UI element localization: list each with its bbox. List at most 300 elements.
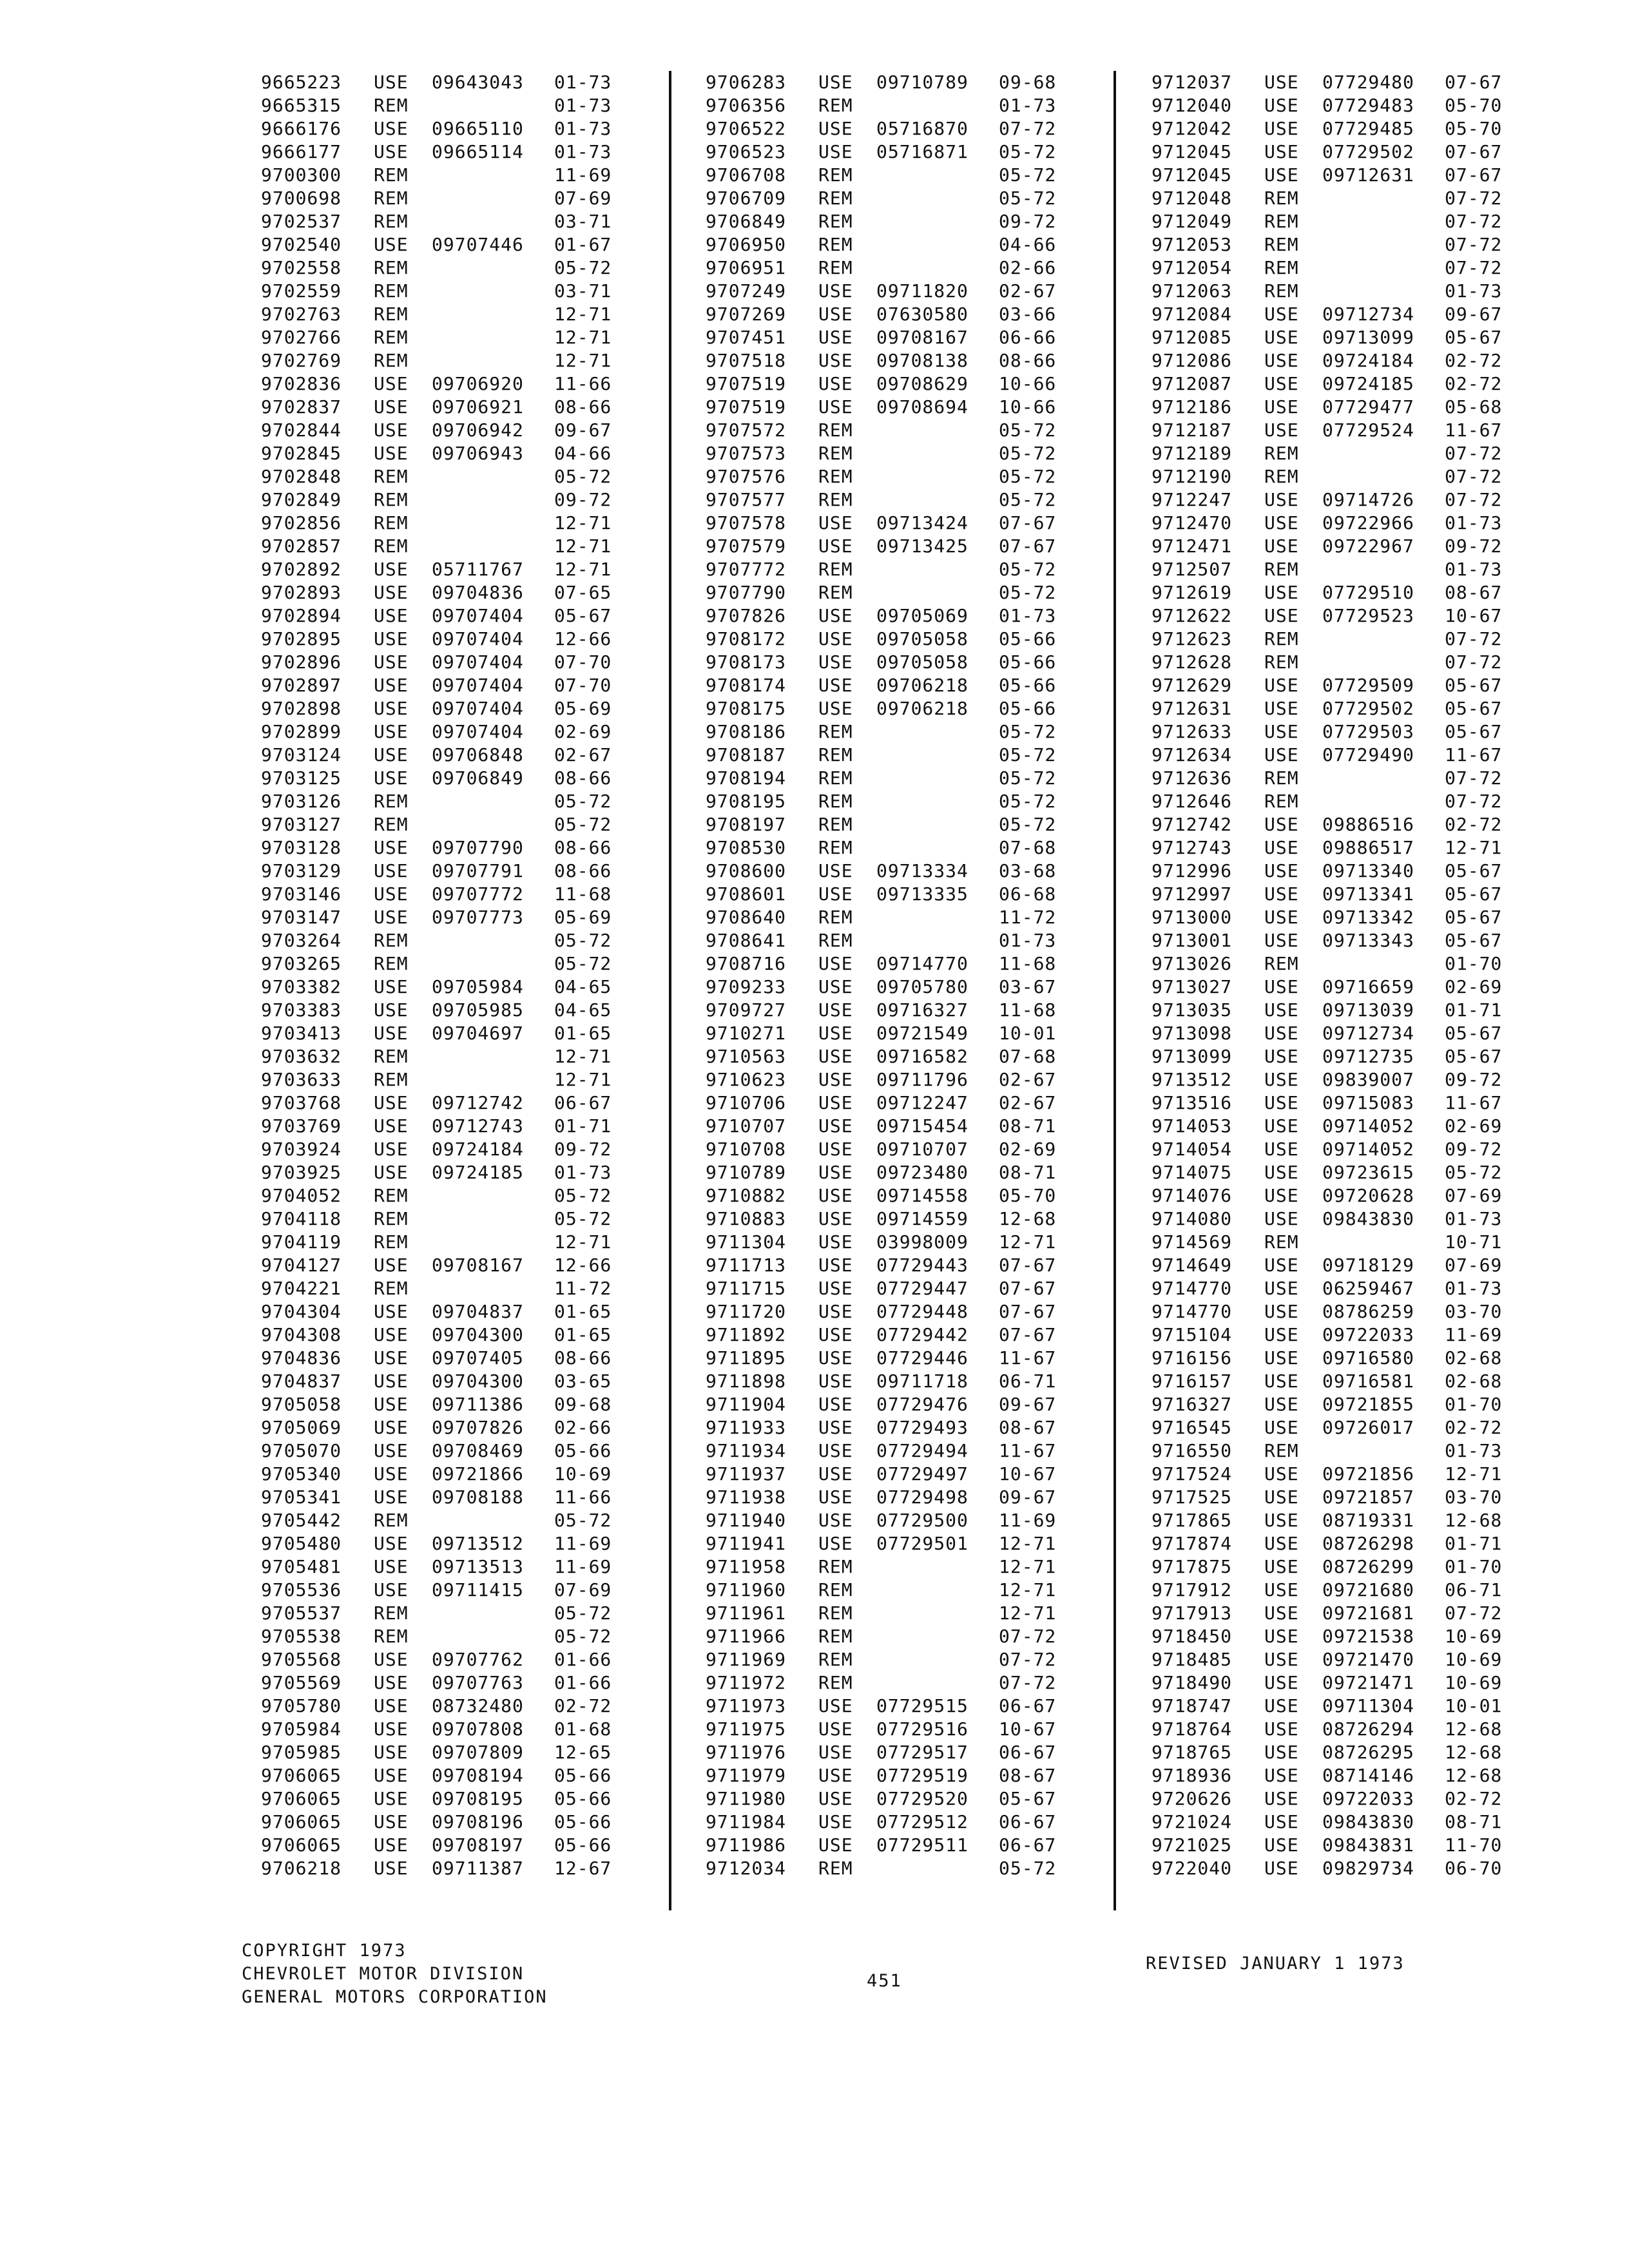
replacement-part-number: 07729502 [1322, 698, 1414, 719]
list-item [261, 720, 660, 744]
part-number: 9712049 [1152, 211, 1233, 232]
part-number: 9708640 [706, 907, 787, 928]
action-code: USE [1264, 675, 1299, 696]
replacement-part-number: 09707809 [432, 1742, 524, 1763]
replacement-part-number: 09721549 [876, 1023, 969, 1044]
effective-date: 08-67 [999, 1417, 1057, 1438]
effective-date: 02-72 [1445, 1788, 1503, 1809]
list-item [706, 1254, 1105, 1277]
part-number: 9712186 [1152, 396, 1233, 418]
replacement-part-number: 09643043 [432, 72, 524, 93]
replacement-part-number: 07729493 [876, 1417, 969, 1438]
action-code: USE [818, 1742, 853, 1763]
list-item [706, 1115, 1105, 1138]
replacement-part-number: 09705058 [876, 651, 969, 673]
action-code: USE [374, 1718, 409, 1740]
effective-date: 05-72 [999, 744, 1057, 765]
part-number: 9703265 [261, 953, 342, 974]
replacement-part-number: 05716871 [876, 141, 969, 162]
effective-date: 02-72 [1445, 1417, 1503, 1438]
effective-date: 08-66 [554, 396, 612, 418]
effective-date: 05-72 [999, 559, 1057, 580]
list-item [706, 906, 1105, 929]
part-number: 9714075 [1152, 1162, 1233, 1183]
effective-date: 09-72 [1445, 1139, 1503, 1160]
list-item [261, 442, 660, 465]
list-item [1152, 1486, 1551, 1509]
effective-date: 10-69 [554, 1463, 612, 1485]
replacement-part-number: 07729490 [1322, 744, 1414, 765]
part-number: 9716550 [1152, 1440, 1233, 1461]
list-item [261, 187, 660, 210]
part-number: 9711713 [706, 1254, 787, 1276]
action-code: USE [1264, 1834, 1299, 1856]
effective-date: 02-69 [1445, 1115, 1503, 1137]
list-item [261, 1138, 660, 1161]
action-code: USE [374, 1370, 409, 1392]
list-item [706, 94, 1105, 117]
list-item [1152, 1231, 1551, 1254]
effective-date: 06-66 [999, 327, 1057, 348]
effective-date: 01-65 [554, 1301, 612, 1322]
list-item [706, 1068, 1105, 1091]
replacement-part-number: 09714052 [1322, 1115, 1414, 1137]
list-item [706, 1695, 1105, 1718]
list-item [1152, 836, 1551, 860]
part-number: 9715104 [1152, 1324, 1233, 1345]
part-number: 9708173 [706, 651, 787, 673]
list-item [706, 164, 1105, 187]
replacement-part-number: 09707404 [432, 675, 524, 696]
part-number: 9703126 [261, 791, 342, 812]
action-code: USE [374, 907, 409, 928]
list-item [261, 999, 660, 1022]
replacement-part-number: 09714726 [1322, 489, 1414, 510]
replacement-part-number: 09711415 [432, 1579, 524, 1600]
part-number: 9711934 [706, 1440, 787, 1461]
part-number: 9711940 [706, 1510, 787, 1531]
part-number: 9704836 [261, 1347, 342, 1369]
list-item [706, 419, 1105, 442]
list-item [261, 1045, 660, 1068]
list-item [706, 1231, 1105, 1254]
action-code: USE [374, 234, 409, 255]
list-item [706, 1857, 1105, 1880]
replacement-part-number: 08719331 [1322, 1510, 1414, 1531]
effective-date: 05-67 [1445, 860, 1503, 881]
list-item [261, 1022, 660, 1045]
part-number: 9702540 [261, 234, 342, 255]
action-code: USE [374, 605, 409, 626]
part-number: 9716327 [1152, 1394, 1233, 1415]
list-item [1152, 604, 1551, 628]
effective-date: 10-01 [999, 1023, 1057, 1044]
replacement-part-number: 09707791 [432, 860, 524, 881]
replacement-part-number: 09722033 [1322, 1324, 1414, 1345]
part-number: 9702845 [261, 443, 342, 464]
part-number: 9718450 [1152, 1626, 1233, 1647]
action-code: REM [374, 1185, 409, 1206]
effective-date: 05-66 [999, 628, 1057, 649]
list-item [706, 813, 1105, 836]
effective-date: 05-72 [554, 791, 612, 812]
effective-date: 12-71 [999, 1602, 1057, 1624]
list-item [261, 628, 660, 651]
part-number: 9706950 [706, 234, 787, 255]
part-number: 9717874 [1152, 1533, 1233, 1554]
action-code: REM [818, 930, 853, 951]
effective-date: 11-68 [554, 883, 612, 905]
action-code: USE [1264, 1162, 1299, 1183]
list-item [261, 1741, 660, 1764]
effective-date: 10-67 [999, 1463, 1057, 1485]
effective-date: 02-69 [1445, 976, 1503, 997]
effective-date: 05-72 [554, 1208, 612, 1229]
part-number: 9665315 [261, 95, 342, 116]
list-item [261, 1300, 660, 1323]
effective-date: 01-73 [999, 605, 1057, 626]
replacement-part-number: 09886516 [1322, 814, 1414, 835]
part-number: 9718485 [1152, 1649, 1233, 1670]
action-code: USE [1264, 1765, 1299, 1786]
action-code: REM [1264, 953, 1299, 974]
part-number: 9713001 [1152, 930, 1233, 951]
action-code: USE [1264, 396, 1299, 418]
action-code: USE [374, 860, 409, 881]
replacement-part-number: 07729512 [876, 1811, 969, 1832]
replacement-part-number: 09711386 [432, 1394, 524, 1415]
effective-date: 07-69 [1445, 1185, 1503, 1206]
replacement-part-number: 09721470 [1322, 1649, 1414, 1670]
replacement-part-number: 07729497 [876, 1463, 969, 1485]
list-item [706, 1207, 1105, 1231]
action-code: REM [1264, 628, 1299, 649]
effective-date: 05-72 [999, 419, 1057, 441]
list-item [261, 326, 660, 349]
action-code: USE [818, 396, 853, 418]
list-item [706, 744, 1105, 767]
list-item [706, 1787, 1105, 1811]
part-number: 9712084 [1152, 303, 1233, 325]
replacement-part-number: 09708469 [432, 1440, 524, 1461]
action-code: REM [374, 1231, 409, 1253]
effective-date: 05-72 [554, 1510, 612, 1531]
action-code: USE [1264, 512, 1299, 533]
action-code: USE [374, 1811, 409, 1832]
list-item [261, 1857, 660, 1880]
action-code: REM [818, 1626, 853, 1647]
action-code: USE [1264, 489, 1299, 510]
list-item [261, 952, 660, 975]
effective-date: 05-70 [1445, 118, 1503, 139]
list-item [261, 604, 660, 628]
list-item [706, 1625, 1105, 1648]
part-number: 9707269 [706, 303, 787, 325]
part-number: 9705569 [261, 1672, 342, 1693]
part-number: 9705984 [261, 1718, 342, 1740]
part-number: 9711898 [706, 1370, 787, 1392]
part-number: 9702837 [261, 396, 342, 418]
action-code: REM [818, 187, 853, 209]
action-code: USE [374, 744, 409, 765]
list-item [261, 1207, 660, 1231]
effective-date: 12-65 [554, 1742, 612, 1763]
effective-date: 03-71 [554, 211, 612, 232]
effective-date: 03-68 [999, 860, 1057, 881]
effective-date: 05-67 [1445, 721, 1503, 742]
replacement-part-number: 09707404 [432, 698, 524, 719]
effective-date: 05-67 [1445, 327, 1503, 348]
list-item [706, 1648, 1105, 1671]
action-code: USE [1264, 1417, 1299, 1438]
list-item [1152, 1347, 1551, 1370]
part-number: 9712045 [1152, 141, 1233, 162]
effective-date: 03-66 [999, 303, 1057, 325]
action-code: REM [374, 350, 409, 371]
replacement-part-number: 09708195 [432, 1788, 524, 1809]
replacement-part-number: 09665114 [432, 141, 524, 162]
action-code: REM [818, 164, 853, 186]
effective-date: 05-69 [554, 698, 612, 719]
part-number: 9706065 [261, 1811, 342, 1832]
part-number: 9712743 [1152, 837, 1233, 858]
part-number: 9706356 [706, 95, 787, 116]
list-item [261, 1486, 660, 1509]
effective-date: 02-68 [1445, 1347, 1503, 1369]
effective-date: 10-67 [999, 1718, 1057, 1740]
part-number: 9718490 [1152, 1672, 1233, 1693]
list-item [706, 1184, 1105, 1207]
part-number: 9704221 [261, 1278, 342, 1299]
replacement-part-number: 08726294 [1322, 1718, 1414, 1740]
action-code: REM [374, 930, 409, 951]
action-code: REM [374, 95, 409, 116]
effective-date: 01-66 [554, 1672, 612, 1693]
replacement-part-number: 09704300 [432, 1370, 524, 1392]
part-number: 9707572 [706, 419, 787, 441]
list-item [706, 1764, 1105, 1787]
list-item [261, 860, 660, 883]
effective-date: 01-71 [554, 1115, 612, 1137]
list-item [706, 1463, 1105, 1486]
effective-date: 07-70 [554, 675, 612, 696]
action-code: REM [374, 814, 409, 835]
replacement-part-number: 09713425 [876, 535, 969, 557]
effective-date: 12-68 [1445, 1765, 1503, 1786]
list-item [261, 512, 660, 535]
effective-date: 02-67 [999, 280, 1057, 302]
effective-date: 10-69 [1445, 1672, 1503, 1693]
part-number: 9702559 [261, 280, 342, 302]
effective-date: 01-73 [554, 95, 612, 116]
replacement-part-number: 09721857 [1322, 1486, 1414, 1508]
replacement-part-number: 09707762 [432, 1649, 524, 1670]
action-code: USE [374, 976, 409, 997]
list-item [1152, 396, 1551, 419]
action-code: USE [374, 628, 409, 649]
list-item [706, 488, 1105, 512]
action-code: USE [374, 141, 409, 162]
effective-date: 12-71 [554, 1069, 612, 1090]
replacement-part-number: 07729516 [876, 1718, 969, 1740]
effective-date: 12-71 [554, 303, 612, 325]
part-number: 9712507 [1152, 559, 1233, 580]
list-item [1152, 1323, 1551, 1347]
replacement-part-number: 09721866 [432, 1463, 524, 1485]
action-code: USE [1264, 744, 1299, 765]
list-item [261, 140, 660, 164]
list-item [1152, 883, 1551, 906]
effective-date: 11-67 [999, 1347, 1057, 1369]
part-number: 9713000 [1152, 907, 1233, 928]
part-number: 9702844 [261, 419, 342, 441]
replacement-part-number: 09707772 [432, 883, 524, 905]
list-item [1152, 210, 1551, 233]
action-code: USE [1264, 1463, 1299, 1485]
replacement-part-number: 09713513 [432, 1556, 524, 1577]
replacement-part-number: 09716327 [876, 999, 969, 1021]
part-number: 9708194 [706, 767, 787, 789]
replacement-part-number: 09710707 [876, 1139, 969, 1160]
action-code: USE [1264, 327, 1299, 348]
list-item [706, 604, 1105, 628]
list-item [1152, 952, 1551, 975]
action-code: REM [374, 303, 409, 325]
list-item [261, 1695, 660, 1718]
list-item [1152, 1555, 1551, 1579]
replacement-part-number: 08786259 [1322, 1301, 1414, 1322]
effective-date: 02-66 [999, 257, 1057, 278]
replacement-part-number: 09705985 [432, 999, 524, 1021]
action-code: USE [1264, 1602, 1299, 1624]
part-number: 9712996 [1152, 860, 1233, 881]
list-item [261, 117, 660, 140]
effective-date: 06-71 [1445, 1579, 1503, 1600]
part-number: 9705481 [261, 1556, 342, 1577]
list-item [1152, 1184, 1551, 1207]
replacement-part-number: 09722033 [1322, 1788, 1414, 1809]
action-code: USE [818, 1440, 853, 1461]
list-item [706, 975, 1105, 999]
part-number: 9703125 [261, 767, 342, 789]
part-number: 9721025 [1152, 1834, 1233, 1856]
effective-date: 05-67 [1445, 907, 1503, 928]
part-number: 9704127 [261, 1254, 342, 1276]
replacement-part-number: 07729477 [1322, 396, 1414, 418]
replacement-part-number: 09706921 [432, 396, 524, 418]
list-item [1152, 71, 1551, 94]
replacement-part-number: 09704300 [432, 1324, 524, 1345]
list-item [261, 1787, 660, 1811]
replacement-part-number: 09707405 [432, 1347, 524, 1369]
replacement-part-number: 07729520 [876, 1788, 969, 1809]
list-item [261, 94, 660, 117]
list-item [706, 1718, 1105, 1741]
part-number: 9702857 [261, 535, 342, 557]
replacement-part-number: 08726299 [1322, 1556, 1414, 1577]
part-number: 9712042 [1152, 118, 1233, 139]
part-number: 9718936 [1152, 1765, 1233, 1786]
action-code: USE [1264, 837, 1299, 858]
action-code: USE [1264, 419, 1299, 441]
list-item [706, 1602, 1105, 1625]
effective-date: 07-70 [554, 651, 612, 673]
effective-date: 07-67 [999, 512, 1057, 533]
action-code: REM [818, 907, 853, 928]
part-number: 9705058 [261, 1394, 342, 1415]
part-number: 9705537 [261, 1602, 342, 1624]
part-number: 9711904 [706, 1394, 787, 1415]
list-item [1152, 256, 1551, 280]
replacement-part-number: 09718129 [1322, 1254, 1414, 1276]
replacement-part-number: 08726298 [1322, 1533, 1414, 1554]
effective-date: 02-69 [999, 1139, 1057, 1160]
action-code: USE [1264, 907, 1299, 928]
part-number: 9707519 [706, 396, 787, 418]
part-number: 9710708 [706, 1139, 787, 1160]
list-item [261, 280, 660, 303]
list-item [261, 1161, 660, 1184]
part-number: 9717912 [1152, 1579, 1233, 1600]
action-code: USE [374, 118, 409, 139]
effective-date: 07-67 [1445, 72, 1503, 93]
part-number: 9707573 [706, 443, 787, 464]
effective-date: 11-72 [999, 907, 1057, 928]
action-code: REM [818, 814, 853, 835]
effective-date: 11-67 [1445, 419, 1503, 441]
effective-date: 02-67 [999, 1092, 1057, 1113]
list-item [1152, 1068, 1551, 1091]
effective-date: 05-72 [554, 953, 612, 974]
part-number: 9711975 [706, 1718, 787, 1740]
replacement-part-number: 09843830 [1322, 1208, 1414, 1229]
action-code: REM [374, 489, 409, 510]
action-code: REM [374, 280, 409, 302]
parts-column-2 [706, 71, 1105, 1880]
effective-date: 07-72 [999, 118, 1057, 139]
part-number: 9712045 [1152, 164, 1233, 186]
list-item [261, 1625, 660, 1648]
list-item [1152, 1254, 1551, 1277]
list-item [261, 1277, 660, 1300]
part-number: 9708641 [706, 930, 787, 951]
action-code: USE [374, 1139, 409, 1160]
part-number: 9703633 [261, 1069, 342, 1090]
action-code: USE [1264, 1301, 1299, 1322]
list-item [706, 1277, 1105, 1300]
list-item [706, 256, 1105, 280]
list-item [261, 1091, 660, 1115]
list-item [261, 1184, 660, 1207]
replacement-part-number: 05716870 [876, 118, 969, 139]
action-code: USE [818, 1185, 853, 1206]
effective-date: 03-67 [999, 976, 1057, 997]
effective-date: 02-72 [1445, 373, 1503, 394]
part-number: 9717524 [1152, 1463, 1233, 1485]
effective-date: 07-68 [999, 837, 1057, 858]
action-code: USE [818, 1046, 853, 1067]
effective-date: 05-67 [1445, 1046, 1503, 1067]
replacement-part-number: 09716659 [1322, 976, 1414, 997]
effective-date: 05-72 [1445, 1162, 1503, 1183]
action-code: USE [1264, 1742, 1299, 1763]
effective-date: 07-72 [1445, 234, 1503, 255]
list-item [261, 883, 660, 906]
action-code: REM [374, 164, 409, 186]
action-code: USE [1264, 95, 1299, 116]
action-code: USE [1264, 1347, 1299, 1369]
action-code: USE [818, 1486, 853, 1508]
